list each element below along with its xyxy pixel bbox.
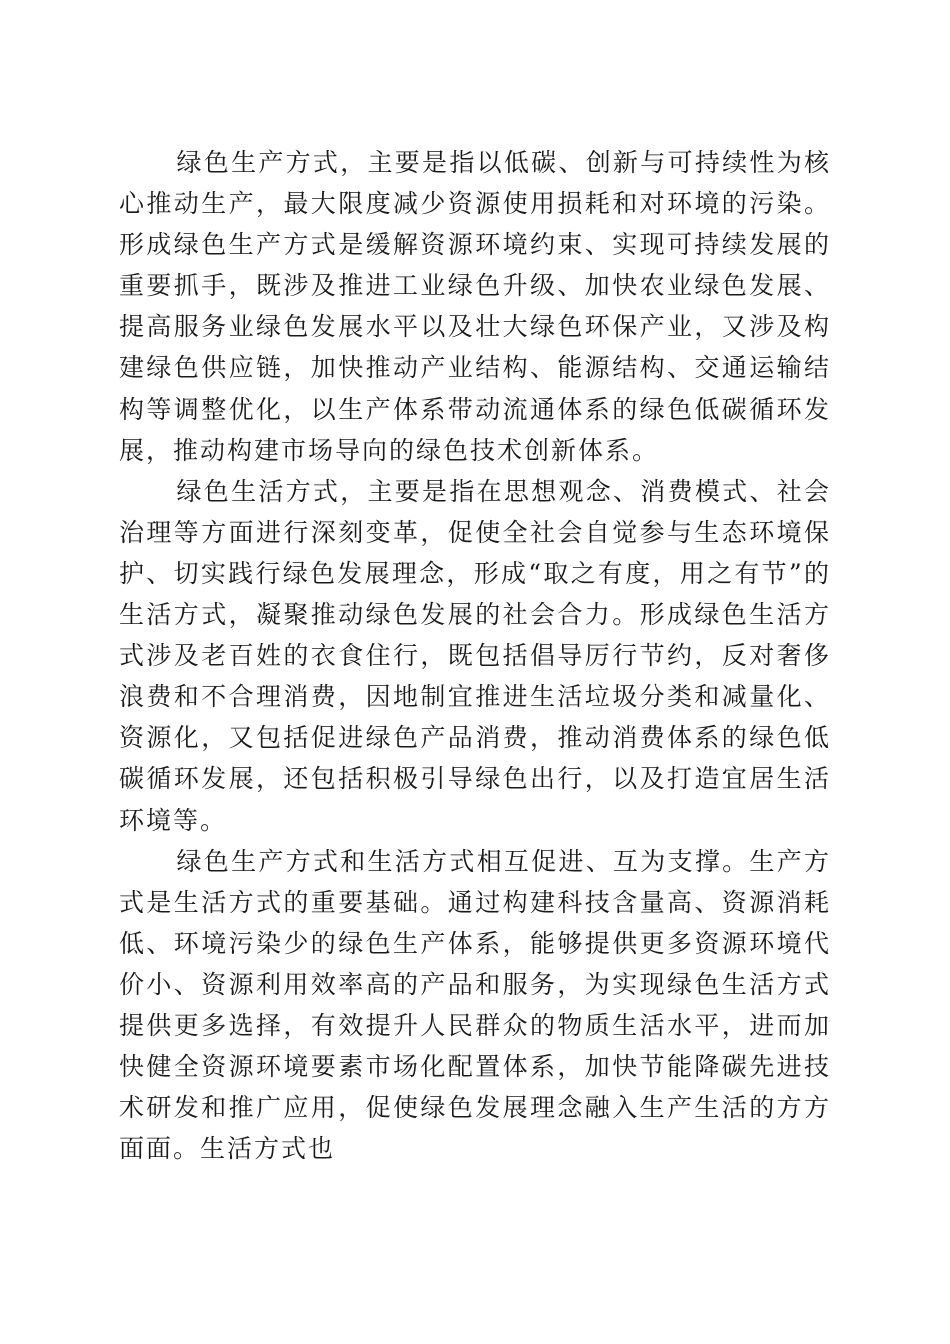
paragraph-mutual-promotion: 绿色生产方式和生活方式相互促进、互为支撑。生产方式是生活方式的重要基础。通过构建科技含量高、资源消耗低、环境污染少的绿色生产体系，能够提供更多资源环境代价小、资源利用效率高的产品和服务，为实现绿色生活方式提供更多选择，有效提升人民群众的物质生活水平，进而加快健全资源环境要素市场化配置体系，加快节能降碳先进技术研发和推广应用，促使绿色发展理念融入生产生活的方方面面。生活方式也 [119, 846, 831, 1164]
paragraph-green-lifestyle: 绿色生活方式，主要是指在思想观念、消费模式、社会治理等方面进行深刻变革，促使全社会自觉参与生态环境保护、切实践行绿色发展理念，形成“取之有度，用之有节”的生活方式，凝聚推动绿色发展的社会合力。形成绿色生活方式涉及老百姓的衣食住行，既包括倡导厉行节约，反对奢侈浪费和不合理消费，因地制宜推进生活垃圾分类和减量化、资源化，又包括促进绿色产品消费，推动消费体系的绿色低碳循环发展，还包括积极引导绿色出行，以及打造宜居生活环境等。 [119, 476, 831, 835]
paragraph-green-production: 绿色生产方式，主要是指以低碳、创新与可持续性为核心推动生产，最大限度减少资源使用损耗和对环境的污染。形成绿色生产方式是缓解资源环境约束、实现可持续发展的重要抓手，既涉及推进工业绿色升级、加快农业绿色发展、提高服务业绿色发展水平以及壮大绿色环保产业，又涉及构建绿色供应链，加快推动产业结构、能源结构、交通运输结构等调整优化，以生产体系带动流通体系的绿色低碳循环发展，推动构建市场导向的绿色技术创新体系。 [119, 148, 831, 465]
document-body [119, 142, 831, 1169]
